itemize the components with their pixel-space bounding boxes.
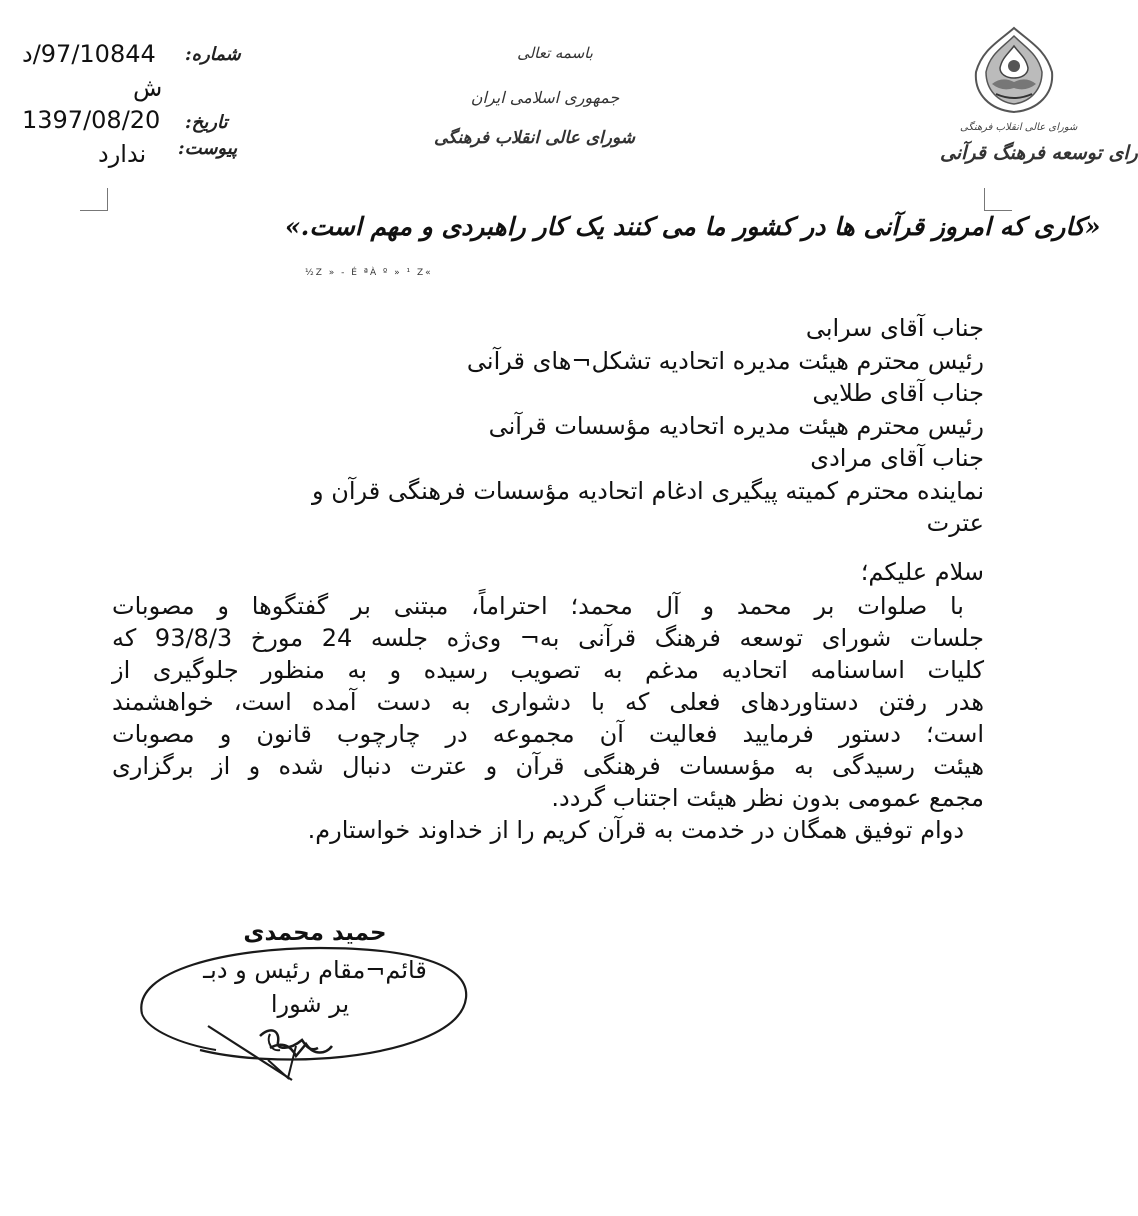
body-line: هیئت رسیدگی به مؤسسات فرهنگی قرآن و عترت دنبال شده و از برگزاری: [112, 752, 984, 780]
body-line: کلیات اساسنامه اتحادیه مدغم به تصویب رسیده و به منظور جلوگیری از: [112, 656, 984, 684]
corner-mark-right-v: [984, 188, 985, 211]
signer-title-line2: یر شورا: [270, 990, 350, 1018]
closing-line: دوام توفیق همگان در خدمت به قرآن کریم را از خداوند خواستارم.: [307, 816, 964, 844]
signer-title-line1: قائم¬مقام رئیس و دبـ: [203, 956, 427, 984]
letter-body: [112, 590, 984, 846]
number-value-suffix: ش: [133, 74, 163, 102]
number-label: شماره:: [185, 44, 241, 65]
addressee-line: عترت: [926, 509, 984, 537]
date-label: تاریخ:: [185, 112, 228, 133]
body-line: جلسات شورای توسعه فرهنگ قرآنی به¬ وی‌ژه جلسه 24 مورخ 93/8/3 که: [112, 624, 985, 652]
slogan: «کاری که امروز قرآنی ها در کشور ما می کنند یک کار راهبردی و مهم است.»: [285, 212, 1101, 241]
date-value: 1397/08/20: [22, 106, 161, 134]
org-name: رای توسعه فرهنگ قرآنی: [940, 142, 1138, 164]
corner-mark-left-h: [80, 210, 108, 211]
attachment-label: پیوست:: [178, 138, 238, 159]
addressee-line: جناب آقای سرابی: [805, 314, 984, 342]
org-logo-icon: [968, 24, 1060, 116]
garbled-line: ½Z » - É ªÀ º » ¹ Z«: [305, 268, 433, 278]
body-line: مجمع عمومی بدون نظر هیئت اجتناب گردد.: [551, 784, 984, 812]
body-line: با صلوات بر محمد و آل محمد؛ احتراماً، مبتنی بر گفتگوها و مصوبات: [112, 592, 964, 620]
corner-mark-left-v: [107, 188, 108, 211]
number-value: د/97/10844: [22, 40, 156, 68]
attachment-value: ندارد: [98, 140, 147, 168]
org-subtitle: شورای عالی انقلاب فرهنگی: [960, 122, 1078, 133]
body-line: هدر رفتن دستاوردهای فعلی که با دشواری به دست آمده است، خواهشمند: [112, 688, 984, 716]
addressee-line: جناب آقای مرادی: [810, 444, 984, 472]
addressee-list: [104, 312, 984, 540]
addressee-line: نماینده محترم کمیته پیگیری ادغام اتحادیه مؤسسات فرهنگی قرآن و: [311, 476, 984, 505]
greeting: سلام علیکم؛: [860, 558, 984, 586]
corner-mark-right-h: [984, 210, 1012, 211]
addressee-line: رئیس محترم هیئت مدیره اتحادیه تشکل¬های قرآنی: [466, 346, 984, 375]
country-name: جمهوری اسلامی ایران: [470, 88, 620, 107]
signer-name: حمید محمدی: [243, 920, 387, 946]
body-line: است؛ دستور فرمایید فعالیت آن مجموعه در چارچوب قانون و مصوبات: [112, 720, 984, 748]
addressee-line: جناب آقای طلایی: [812, 379, 984, 407]
council-name: شورای عالی انقلاب فرهنگی: [433, 128, 635, 148]
addressee-line: رئیس محترم هیئت مدیره اتحادیه مؤسسات قرآنی: [488, 411, 984, 440]
bismillah-line: باسمه تعالی: [517, 44, 593, 62]
